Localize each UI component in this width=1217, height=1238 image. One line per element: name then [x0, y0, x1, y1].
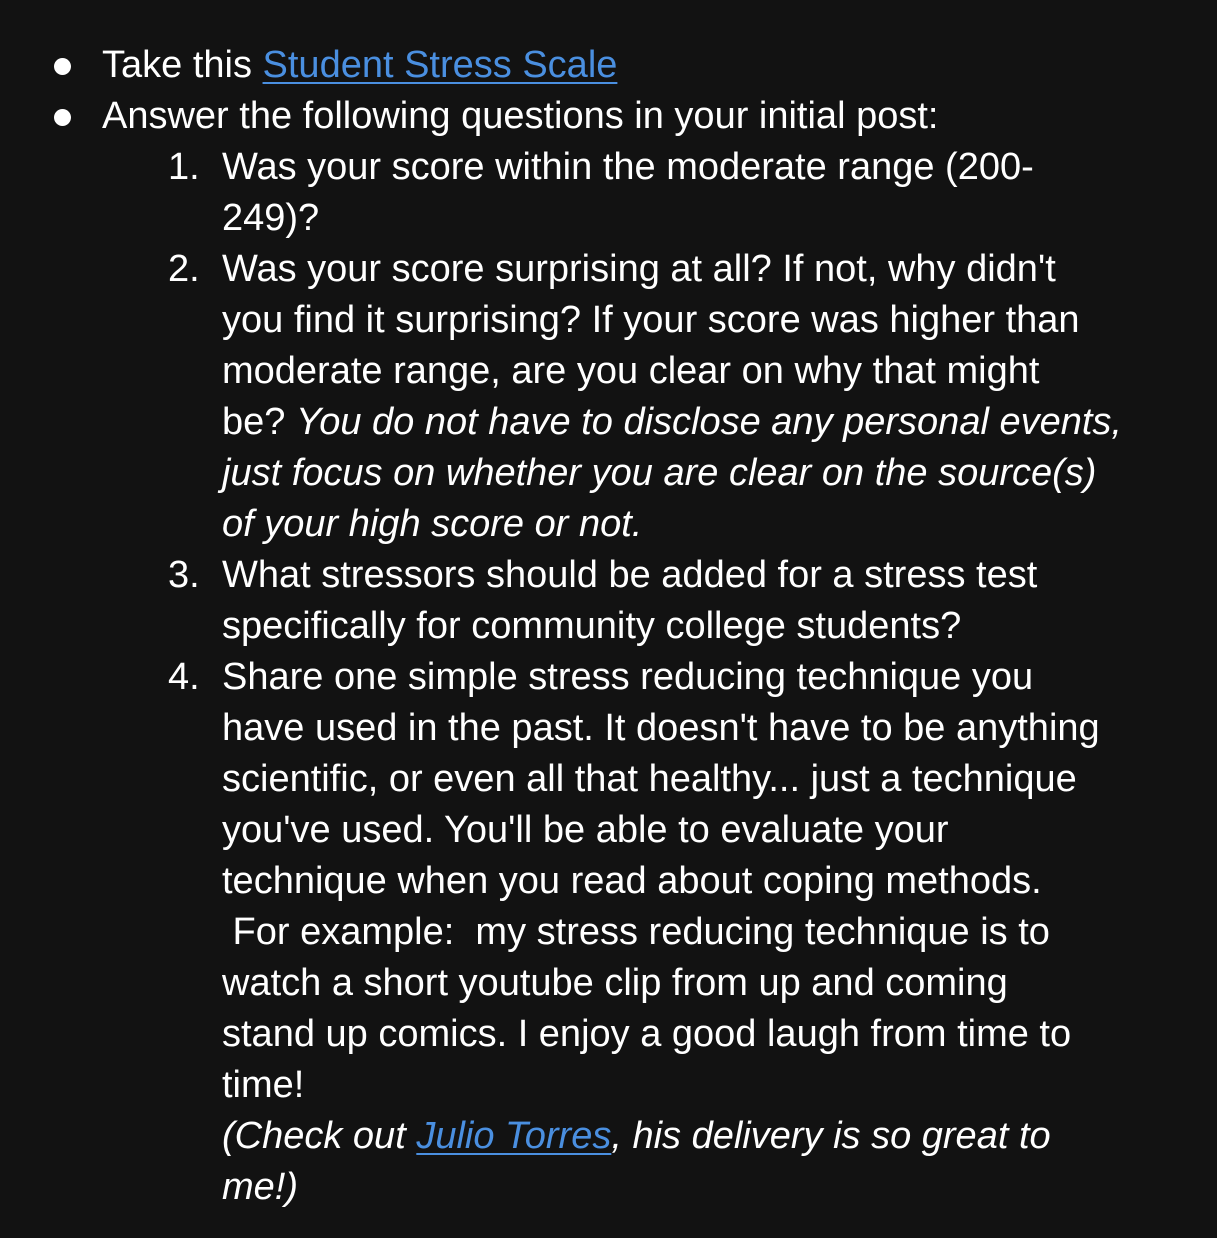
question-number: 3. [168, 554, 200, 596]
question-item-1 [120, 142, 1217, 244]
question-number: 4. [168, 656, 200, 698]
student-stress-scale-link[interactable]: Student Stress Scale [262, 44, 618, 86]
question-line: you find it surprising? If your score was higher than [222, 299, 1080, 341]
question-line: have used in the past. It doesn't have to be anything [222, 707, 1100, 749]
question-line: technique when you read about coping methods. [222, 860, 1042, 902]
question-line: Was your score within the moderate range (200- [222, 146, 1034, 188]
question-line: specifically for community college students? [222, 605, 962, 647]
question-text [222, 142, 1172, 244]
question-item-4 [120, 652, 1217, 1213]
question-line: watch a short youtube clip from up and coming [222, 962, 1008, 1004]
question-line: What stressors should be added for a stress test [222, 554, 1038, 596]
question-line [222, 397, 1172, 448]
answer-instruction-text: Answer the following questions in your initial post: [102, 95, 939, 137]
bullet-dot-icon [54, 58, 71, 75]
question-item-3 [120, 550, 1217, 652]
italic-note-line: just focus on whether you are clear on the source(s) [222, 452, 1097, 494]
bullet-dot-icon [54, 109, 71, 126]
questions-list [0, 142, 1217, 1213]
question-number: 2. [168, 248, 200, 290]
question-line: For example: my stress reducing technique is to [222, 911, 1050, 953]
question-text [222, 652, 1172, 1213]
take-prefix-text: Take this [102, 44, 263, 86]
note-prefix: (Check out [222, 1115, 417, 1157]
question-line: Was your score surprising at all? If not, why didn't [222, 248, 1056, 290]
italic-note-line: You do not have to disclose any personal events, [295, 401, 1122, 443]
question-line-prefix: be? [222, 401, 296, 443]
comic-recommendation-note [222, 1111, 1172, 1162]
question-line: 249)? [222, 197, 320, 239]
question-line: you've used. You'll be able to evaluate your [222, 809, 949, 851]
question-number: 1. [168, 146, 200, 188]
question-item-2 [120, 244, 1217, 550]
question-line: time! [222, 1064, 305, 1106]
question-line: Share one simple stress reducing technique you [222, 656, 1034, 698]
question-line: stand up comics. I enjoy a good laugh from time to [222, 1013, 1072, 1055]
comic-recommendation-note-end: me!) [222, 1166, 298, 1208]
question-line: scientific, or even all that healthy... just a technique [222, 758, 1077, 800]
italic-note-line: of your high score or not. [222, 503, 643, 545]
bullet-item-take-scale [0, 40, 1217, 91]
question-line: moderate range, are you clear on why that might [222, 350, 1040, 392]
instructions-list [0, 40, 1217, 142]
note-suffix: , his delivery is so great to [611, 1115, 1051, 1157]
julio-torres-link[interactable]: Julio Torres [416, 1115, 612, 1157]
question-text [222, 550, 1172, 652]
bullet-item-answer [0, 91, 1217, 142]
question-text [222, 244, 1172, 550]
